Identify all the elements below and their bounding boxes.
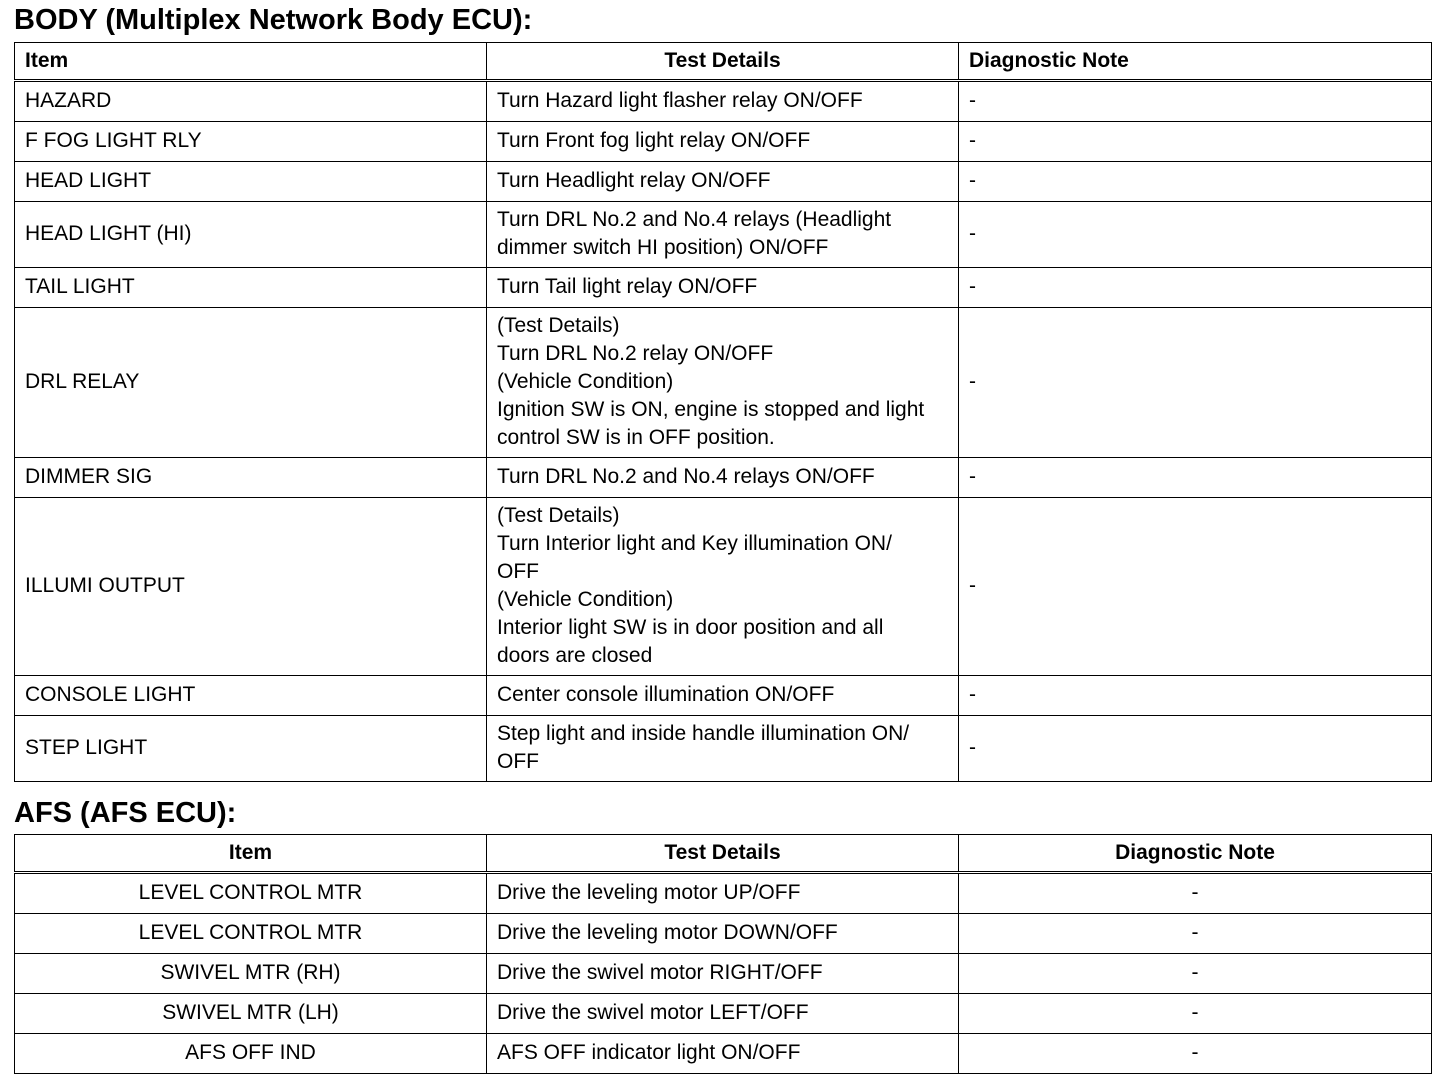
test-details-cell: Drive the leveling motor UP/OFF xyxy=(487,873,959,914)
item-cell: HEAD LIGHT xyxy=(15,162,487,202)
test-details-cell: Turn DRL No.2 and No.4 relays ON/OFF xyxy=(487,458,959,498)
afs-section-title: AFS (AFS ECU): xyxy=(14,797,237,829)
body-active-test-table xyxy=(14,42,1432,782)
table-row xyxy=(15,458,1432,498)
afs-active-test-table xyxy=(14,834,1432,1074)
table-row xyxy=(15,162,1432,202)
table-header-row xyxy=(15,43,1432,81)
test-details-cell: Turn Hazard light flasher relay ON/OFF xyxy=(487,81,959,122)
table-row xyxy=(15,268,1432,308)
item-cell: HEAD LIGHT (HI) xyxy=(15,202,487,268)
table-row xyxy=(15,914,1432,954)
item-cell: SWIVEL MTR (LH) xyxy=(15,994,487,1034)
test-details-cell: Turn Front fog light relay ON/OFF xyxy=(487,122,959,162)
diagnostic-note-cell: - xyxy=(959,954,1432,994)
column-header-test-details: Test Details xyxy=(487,835,959,873)
item-cell: SWIVEL MTR (RH) xyxy=(15,954,487,994)
column-header-test-details: Test Details xyxy=(487,43,959,81)
diagnostic-note-cell: - xyxy=(959,994,1432,1034)
item-cell: F FOG LIGHT RLY xyxy=(15,122,487,162)
item-cell: AFS OFF IND xyxy=(15,1034,487,1074)
diagnostic-note-cell: - xyxy=(959,716,1432,782)
column-header-diagnostic-note: Diagnostic Note xyxy=(959,835,1432,873)
table-row xyxy=(15,308,1432,458)
test-details-cell: (Test Details) Turn DRL No.2 relay ON/OFF (Vehicle Condition) Ignition SW is ON, engine is stopped and light control SW is in OFF position. xyxy=(487,308,959,458)
diagnostic-note-cell: - xyxy=(959,122,1432,162)
item-cell: STEP LIGHT xyxy=(15,716,487,782)
item-cell: DRL RELAY xyxy=(15,308,487,458)
table-row xyxy=(15,954,1432,994)
test-details-cell: Turn DRL No.2 and No.4 relays (Headlight dimmer switch HI position) ON/OFF xyxy=(487,202,959,268)
test-details-cell: Step light and inside handle illumination ON/ OFF xyxy=(487,716,959,782)
column-header-diagnostic-note: Diagnostic Note xyxy=(959,43,1432,81)
diagnostic-note-cell: - xyxy=(959,914,1432,954)
item-cell: DIMMER SIG xyxy=(15,458,487,498)
diagnostic-note-cell: - xyxy=(959,498,1432,676)
body-section-title: BODY (Multiplex Network Body ECU): xyxy=(14,4,533,36)
table-row xyxy=(15,122,1432,162)
test-details-cell: Drive the leveling motor DOWN/OFF xyxy=(487,914,959,954)
test-details-cell: Drive the swivel motor LEFT/OFF xyxy=(487,994,959,1034)
table-row xyxy=(15,1034,1432,1074)
diagnostic-note-cell: - xyxy=(959,81,1432,122)
table-row xyxy=(15,994,1432,1034)
diagnostic-note-cell: - xyxy=(959,202,1432,268)
table-header-row xyxy=(15,835,1432,873)
item-cell: HAZARD xyxy=(15,81,487,122)
diagnostic-note-cell: - xyxy=(959,676,1432,716)
item-cell: CONSOLE LIGHT xyxy=(15,676,487,716)
item-cell: LEVEL CONTROL MTR xyxy=(15,914,487,954)
test-details-cell: Turn Tail light relay ON/OFF xyxy=(487,268,959,308)
test-details-cell: Turn Headlight relay ON/OFF xyxy=(487,162,959,202)
table-row xyxy=(15,202,1432,268)
table-row xyxy=(15,676,1432,716)
diagnostic-note-cell: - xyxy=(959,268,1432,308)
column-header-item: Item xyxy=(15,835,487,873)
item-cell: LEVEL CONTROL MTR xyxy=(15,873,487,914)
diagnostic-note-cell: - xyxy=(959,1034,1432,1074)
item-cell: ILLUMI OUTPUT xyxy=(15,498,487,676)
table-row xyxy=(15,498,1432,676)
test-details-cell: (Test Details) Turn Interior light and Key illumination ON/ OFF (Vehicle Condition) Interior light SW is in door position and all doors are closed xyxy=(487,498,959,676)
diagnostic-note-cell: - xyxy=(959,162,1432,202)
table-row xyxy=(15,81,1432,122)
test-details-cell: AFS OFF indicator light ON/OFF xyxy=(487,1034,959,1074)
table-row xyxy=(15,716,1432,782)
item-cell: TAIL LIGHT xyxy=(15,268,487,308)
diagnostic-note-cell: - xyxy=(959,873,1432,914)
test-details-cell: Center console illumination ON/OFF xyxy=(487,676,959,716)
diagnostic-note-cell: - xyxy=(959,458,1432,498)
test-details-cell: Drive the swivel motor RIGHT/OFF xyxy=(487,954,959,994)
table-row xyxy=(15,873,1432,914)
column-header-item: Item xyxy=(15,43,487,81)
diagnostic-note-cell: - xyxy=(959,308,1432,458)
